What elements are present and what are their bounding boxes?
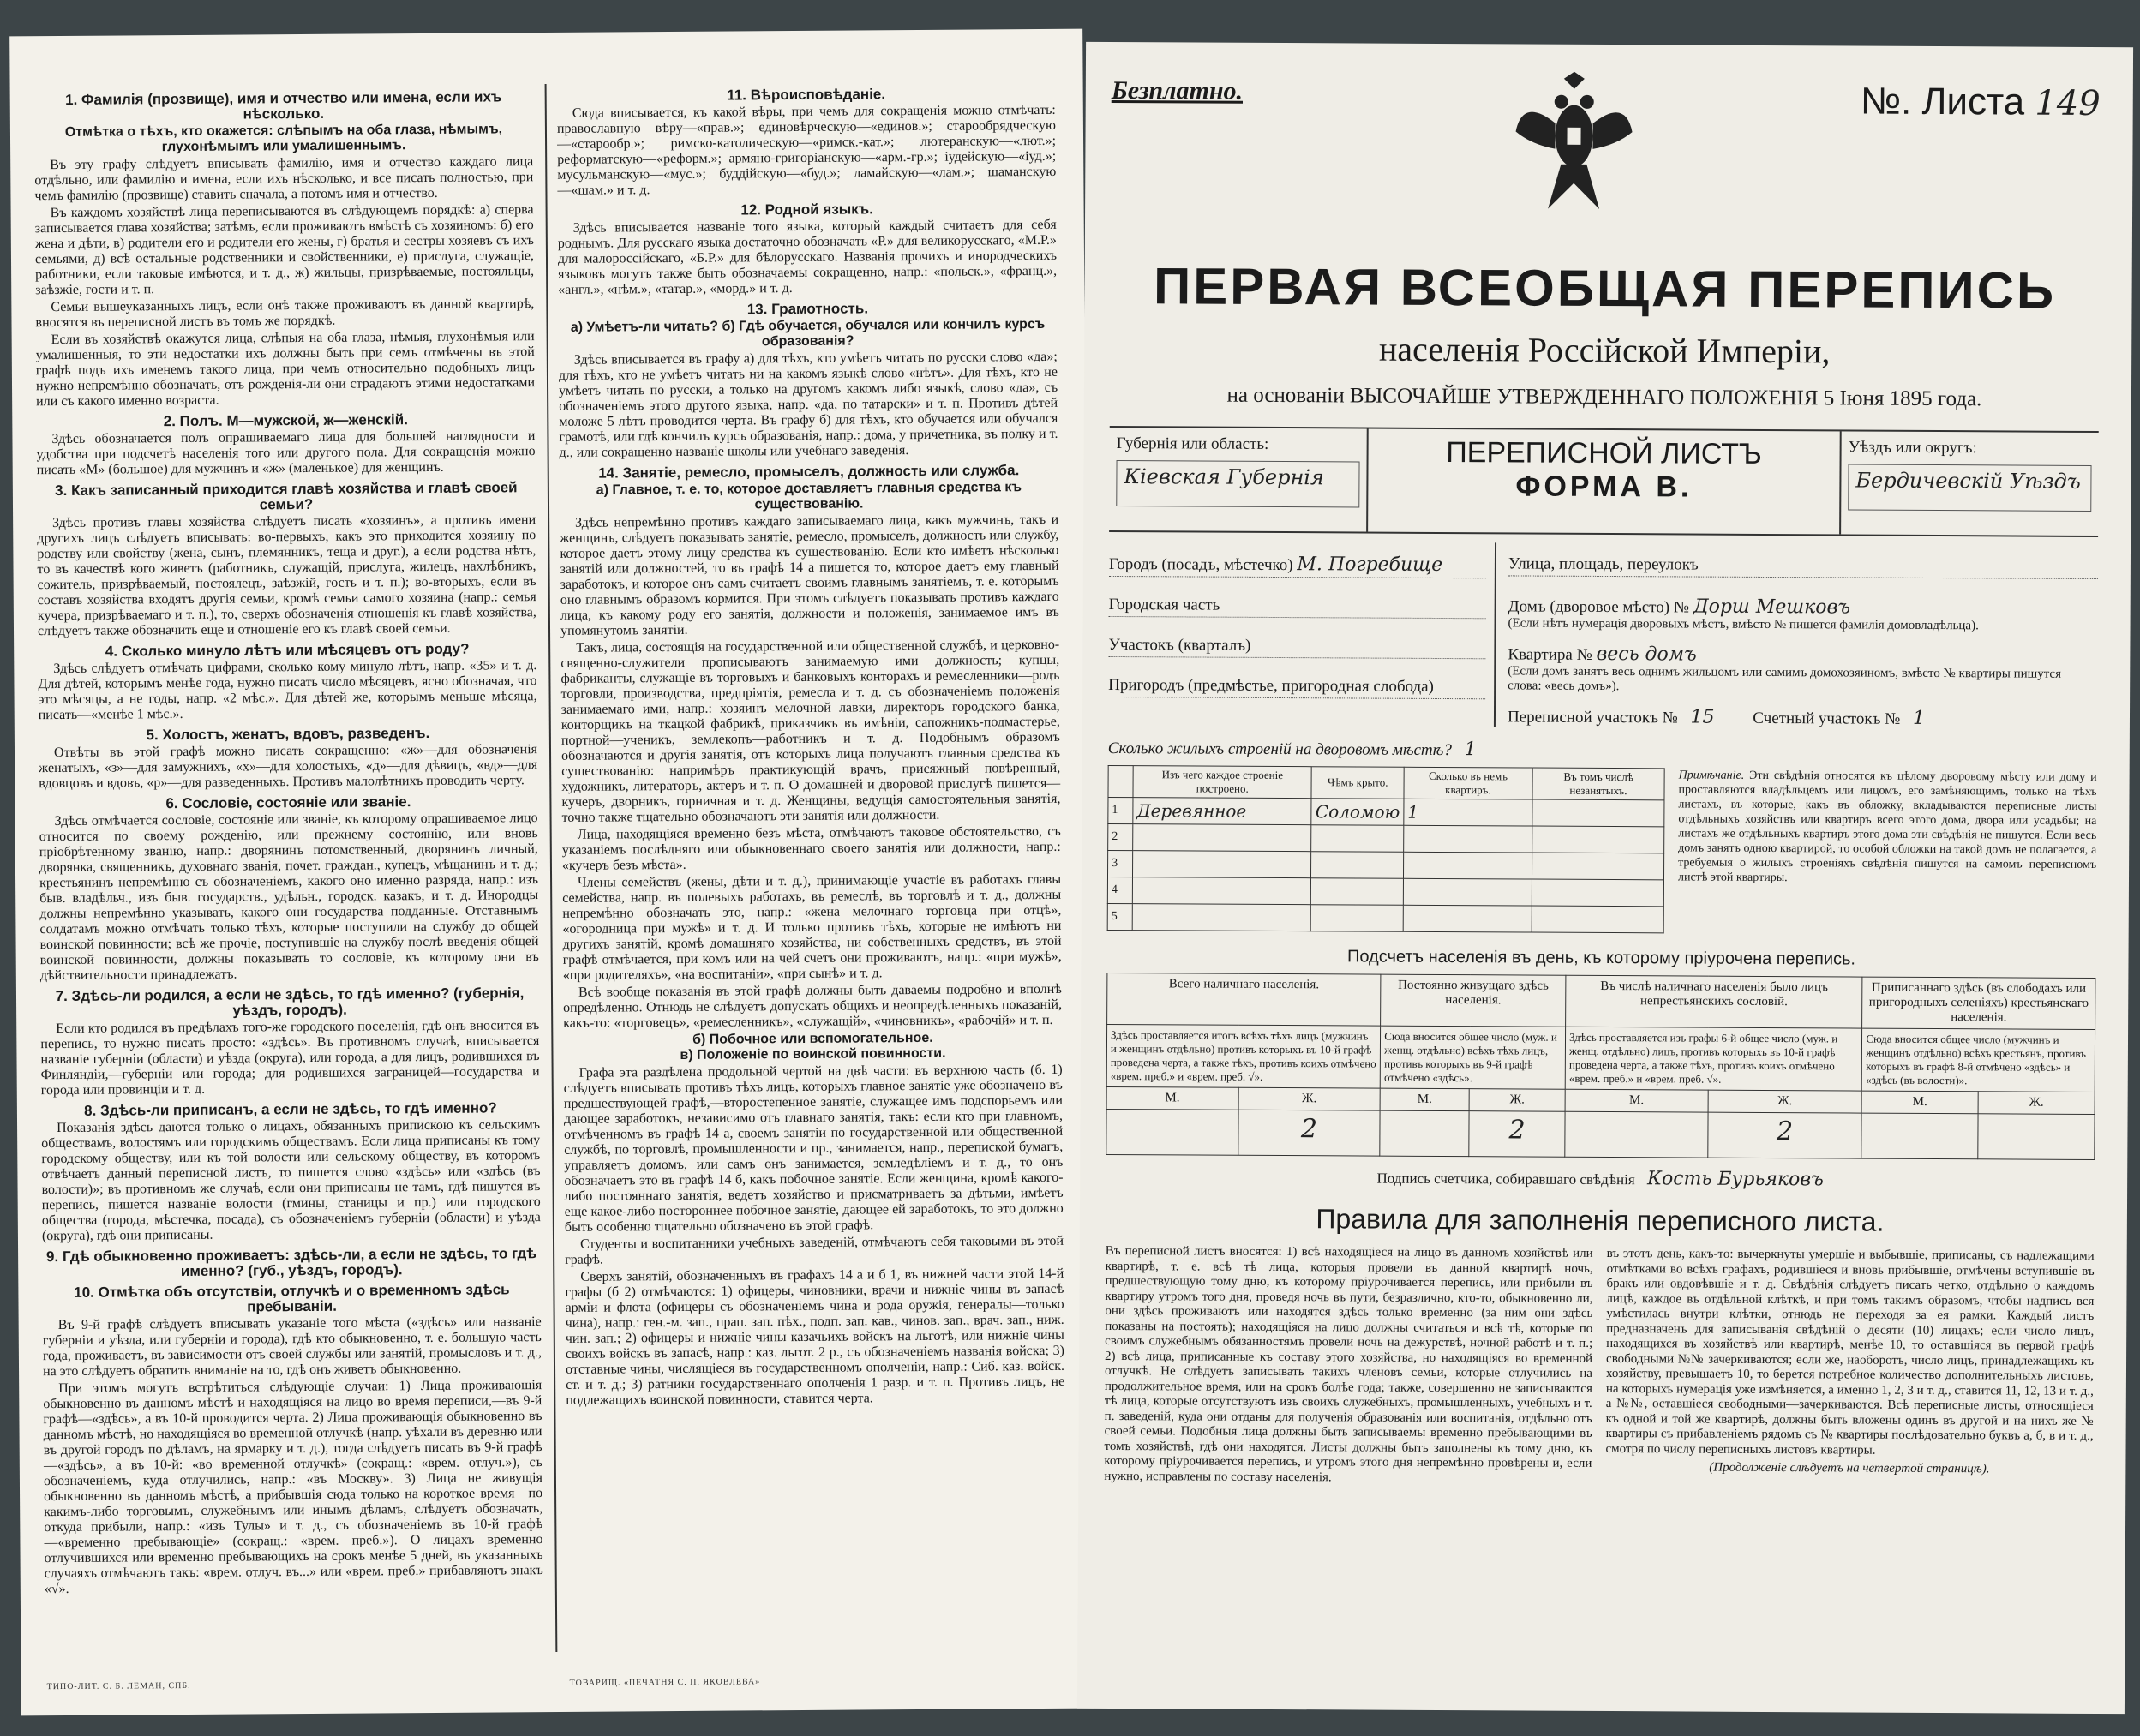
uchastok-line: Участокъ (кварталъ) <box>1108 636 1485 659</box>
instruction-paragraph: Лица, находящіяся временно безъ мѣста, отмѣчаютъ таковое обстоятельство, съ указаніемъ послѣдняго или обыкновеннаго своего занятія или должности, напр.: «кучеръ безъ мѣста». <box>561 823 1061 873</box>
instruction-paragraph: Студенты и воспитанники учебныхъ заведеній, отмѣчаютъ себя таковыми въ этой графѣ. <box>565 1233 1064 1267</box>
uezd-value: Бердичевскій Уѣздъ <box>1848 464 2091 511</box>
instruction-heading: б) Побочное или вспомогательное. <box>692 1030 933 1047</box>
apt-label: Квартира № <box>1508 645 1592 664</box>
printer-imprint-left: ТИПО-ЛИТ. С. Б. ЛЕМАН, СПБ. <box>46 1680 191 1692</box>
imperial-eagle-emblem <box>1514 71 1634 218</box>
building-cell-mat <box>1132 851 1311 878</box>
building-row <box>1107 903 1663 932</box>
pop-col-resident: Постоянно живущаго здѣсь населенія. <box>1381 974 1566 1027</box>
instruction-heading: 14. Занятіе, ремесло, промыселъ, должность или служба. <box>598 462 1020 482</box>
instruction-paragraph: Здѣсь вписывается названіе того языка, который каждый считаетъ для себя роднымъ. Для русскаго языка достаточно обозначать «Р.» для великорусскаго, «М.Р.» для малороссійскаго, «Б.Р.» для бѣлорусскаго. Названія прочихъ и инородческихъ языковъ могутъ также быть обозначаемы сокращенно, напр.: «польск.», «франц.», «англ.», «нѣм.», «татар.», «морд.» и т. д. <box>557 217 1058 297</box>
rules-column-right <box>1605 1247 2094 1489</box>
count-area-label: Счетный участокъ № <box>1753 709 1901 728</box>
instruction-heading: 5. Холостъ, женатъ, вдовъ, разведенъ. <box>146 724 430 744</box>
house-value: Дорш Мешковъ <box>1693 596 1851 619</box>
pop-desc-resident: Сюда вносится общее число (муж. и женщ. отдѣльно) всѣхъ тѣхъ лицъ, противъ которыхъ въ 9-й графѣ отмѣчено «здѣсь». <box>1380 1026 1565 1089</box>
street-line: Улица, площадь, переулокъ <box>1508 554 2098 579</box>
building-cell-n: 2 <box>1108 823 1133 850</box>
instruction-paragraph: Если въ хозяйствѣ окажутся лица, слѣпыя на оба глаза, нѣмыя, глухонѣмыя или умалишенныя, то эти недостатки ихъ должны быть при семъ отмѣчены въ этой графѣ подъ ихъ именемъ такого лица, при чемъ относительно подобныхъ лицъ нужно непремѣнно обозначать, отъ рожденія-ли они страдаютъ этими недостатками или съ какого именно возраста. <box>35 329 536 410</box>
uezd-label: Уѣздъ или округъ: <box>1848 438 1977 458</box>
instruction-heading: 11. Вѣроисповѣданіе. <box>727 86 886 104</box>
instruction-paragraph: Въ 9-й графѣ слѣдуетъ вписывать указаніе того мѣста («здѣсь» или названіе губерніи и уѣзда, или губерніи и города), гдѣ кто обыкновенно, т. е. большую часть года, проживаетъ, въ зависимости отъ своей службы или занятій, промысловъ и т. д., на это слѣдуетъ обратить вниманіе на то, гдѣ онъ живетъ обыкновенно. <box>42 1314 542 1380</box>
instruction-paragraph: Члены семействъ (жены, дѣти и т. д.), принимающіе участіе въ работахъ главы семейства, напр. въ полевыхъ работахъ, въ ремеслѣ, въ торговлѣ и т. д., должны непремѣнно обозначать это, напр.: «жена мелочнаго торговца при отцѣ», «огородница при мужѣ» и т. д. И только противъ тѣхъ, которые не имѣютъ ни другихъ занятій, кромѣ домашняго хозяйства, ни собственныхъ средствъ, въ этой графѣ отмѣчается, при комъ или на чей счетъ они проживаютъ, напр.: «при мужѣ», «при родителяхъ», «на воспитаніи», «при сынѣ» и т. д. <box>562 871 1062 983</box>
building-row <box>1108 797 1664 826</box>
building-cell-roof <box>1311 878 1404 906</box>
building-cell-apt <box>1403 825 1532 853</box>
instruction-heading: 3. Какъ записанный приходится главѣ хозяйства и главѣ своей семьи? <box>55 479 518 513</box>
instruction-paragraph: Графа эта раздѣлена продольной чертой на двѣ части: въ верхнюю часть (б. 1) слѣдуетъ вписывать противъ тѣхъ лицъ, которыхъ главное занятіе уже обозначено въ предшествующей графѣ,—второстепенное занятіе, служащее имъ подспорьемъ или дающее заработокъ, независимо отъ главнаго занятія, такъ: если кто при главномъ, отмѣченномъ въ графѣ 14 а, своемъ занятіи по государственной или общественной службѣ, по торговлѣ, промышленности и пр., занимается, напр., перепиской бумагъ, управляетъ домомъ, или самъ онъ занимается, земледѣліемъ и т. д., то онъ обозначаетъ это въ графѣ 14 б, какъ побочное занятіе. Если женщина, кромѣ какого-либо постояннаго занятія, ведетъ хозяйство и присматриваетъ за дѣтьми, имѣетъ еще какое-либо постороннее побочное занятіе, дающее ей заработокъ, то это должно быть особенно тщательно обозначено въ этой графѣ. <box>563 1062 1064 1235</box>
building-cell-empty <box>1532 826 1664 853</box>
prigorod-line: Пригородъ (предмѣстье, пригородная слобода) <box>1108 676 1485 699</box>
census-title: ПЕРВАЯ ВСЕОБЩАЯ ПЕРЕПИСЬ <box>1153 257 2057 320</box>
female-label: Ж. <box>1978 1092 2095 1115</box>
form-letter: ФОРМА В. <box>1515 470 1693 504</box>
buildings-question-label: Сколько жилыхъ строеній на дворовомъ мѣстѣ? <box>1107 739 1452 760</box>
note-text: Эти свѣдѣнія относятся къ цѣлому дворовому мѣсту или дому и проставляются владѣльцемъ или лицомъ, его замѣняющимъ, только на тѣхъ листахъ, въ которые, какъ въ обложку, вкладываются переписные листы отдѣльныхъ хозяйствъ или квартиръ всего этого дома, двора или усадьбы; на листахъ же отдѣльныхъ квартиръ этого дома эти свѣдѣнія не пишутся. Если весь домъ занятъ одною квартирой, то особой обложки на такой домъ не полагается, а требуемыя о жилыхъ строеніяхъ свѣдѣнія пишутся на самомъ переписномъ листѣ этой квартиры. <box>1677 769 2097 885</box>
pop-col-peasant: Приписаннаго здѣсь (въ слободахъ или пригородныхъ селеніяхъ) крестьянскаго населенія. <box>1862 977 2095 1029</box>
instruction-paragraph: При этомъ могутъ встрѣтиться слѣдующіе случаи: 1) Лица проживающія обыкновенно въ данномъ мѣстѣ и находящіяся на лицо во время переписи,—въ 9-й графѣ—«здѣсь», а въ 10-й проводится черта. 2) Лица проживающія обыкновенно въ данномъ мѣстѣ, но находящіяся во временной отлучкѣ (напр. уѣхали въ деревню или въ другой городъ по дѣламъ, на ярмарку и т. д.), тогда слѣдуетъ писать въ 9-й графѣ—«здѣсь», а въ 10-й: «во временной отлучкѣ» (сокращ.: «врем. отлуч.»), съ обозначеніемъ, куда отлучились, напр.: «въ Москву». 3) Лица не живущія обыкновенно въ данномъ мѣстѣ, а прибывшія сюда только на короткое время—по какимъ-либо торговымъ, служебнымъ или инымъ дѣламъ, слѣдуетъ обозначать, откуда прибыли, напр.: «изъ Тулы» и т. д., съ обозначеніемъ въ 10-й графѣ—«временно пребывающіе» (сокращ.: «врем. преб.»). О лицахъ временно отлучившихся или временно пребывающихъ на срокъ менѣе 5 дней, въ указанныхъ случаяхъ отмѣчаютъ такъ: «врем. отлуч. въ...» или «врем. преб.» прибавляютъ знакъ «√». <box>43 1378 543 1597</box>
female-label: Ж. <box>1469 1089 1565 1112</box>
address-right <box>1496 542 2098 730</box>
address-left <box>1108 541 1496 727</box>
bld-col-empty: Въ томъ числѣ незанятыхъ. <box>1532 768 1664 800</box>
pop-col-total: Всего наличнаго населенія. <box>1107 973 1382 1026</box>
building-cell-mat <box>1132 904 1311 931</box>
pop-desc-row <box>1106 1024 2095 1092</box>
rules-right-text: въ этотъ день, какъ-то: вычеркнуты умершіе и выбывшіе, приписаны, съ надлежащими отмѣтками во всѣхъ графахъ, родившіеся и вновь прибывшіе, отмѣчены вступившіе въ бракъ или овдовѣвшіе и т. д. Свѣдѣнія слѣдуетъ писать четко, отдѣльно о каждомъ лицѣ, каждое въ отдѣльной клѣткѣ, и при томъ такимъ образомъ, чтобы надпись вся умѣстилась внутри клѣтки, отнюдь не переходя за ея рамки. Каждый листъ предназначенъ для записыванія свѣдѣній о десяти (10) лицахъ; если число лицъ, находящихся въ хозяйствѣ или квартирѣ, менѣе 10, то оставшіяся въ первой графѣ свободными №№ зачеркиваются; если же, наоборотъ, число лицъ, принадлежащихъ къ хозяйству, превышаетъ 10, то берется потребное количество дополнительныхъ листовъ, на которыхъ нумерація уже измѣняется, а именно 1, 2, 3 и т. д., ставится 11, 12, 13 и т. д., а №№, оставшіеся свободными—зачеркиваются. Всѣ переписные листы, относящіеся къ одной и той же квартирѣ, должны быть вложены одинъ въ другой и на нихъ же № квартиры съ прибавленіемъ рядомъ съ № квартиры послѣдовательно буквъ а, б, в и т. д., смотря по числу переписныхъ листовъ квартиры. <box>1605 1247 2095 1458</box>
instruction-paragraph: Всѣ вообще показанія въ этой графѣ должны быть даваемы подробно и вполнѣ опредѣленно. Отнюдь не слѣдуетъ допускать общихъ и неопредѣленныхъ показаній, какъ-то: «торговецъ», «ремесленникъ», «служащій», «чиновникъ», «рабочій» и т. п. <box>563 981 1063 1031</box>
instruction-paragraph: Семьи вышеуказанныхъ лицъ, если онѣ также проживаютъ въ данной квартирѣ, вносятся въ переписной листъ въ томъ же порядкѣ. <box>35 296 535 331</box>
sheet-number-label: №. Листа <box>1860 80 2025 123</box>
buildings-question-value: 1 <box>1464 739 1477 761</box>
rules-column-left: Въ переписной листъ вносятся: 1) всѣ находящіеся на лицо въ данномъ хозяйствѣ или квартирѣ, т. е. всѣ тѣ лица, которыя провели въ данной квартирѣ ночь, предшествующую тому дню, къ которому пріурочивается перепись, или прибыли въ квартиру утромъ того дня, проведя ночь въ пути, безразлично, кто-то, обыкновенно ли, они здѣсь проживаютъ или находятся здѣсь только временно (за ним они здѣсь показаны на постоять); находящіяся на лицо должны считаться и всѣ тѣ, которые по своимъ служебнымъ обязанностямъ провели ночь на дежурствѣ, ночной работѣ и т. п.; 2) всѣ лица, приписанные къ составу этого хозяйства, но находящіяся во временной отлучкѣ. Не слѣдуетъ записывать такихъ членовъ семьи, которые отлучились на продолжительное время, или на срокъ болѣе года; также, совершенно не записываются тѣ лица, которые отсутствуютъ изъ своихъ служебныхъ, промышленныхъ, учебныхъ и т. п. заведеній, куда они отданы для полученія образованія или воспитанія, отдѣльно отъ своей семьи. Подобныя лица должны быть записываемы временно пребывающими въ томъ хозяйствѣ, гдѣ они находятся. Листы должны быть заполнены къ тому дню, къ которому пріурочивается перепись, и утромъ этого дня непремѣнно провѣрены и, если нужно, исправлены по составу населенія. <box>1104 1243 1593 1484</box>
signature-value: Кость Бурьяковъ <box>1646 1168 1824 1191</box>
instructions-column-1 <box>34 84 544 1655</box>
instruction-paragraph: Здѣсь вписывается въ графу а) для тѣхъ, кто умѣетъ читать по русски слово «да»; для тѣхъ, кто не умѣетъ читать ни на какомъ языкѣ слово «нѣтъ». Для тѣхъ, кто не умѣетъ читать по русски, а только на другомъ какомъ либо языкѣ, слово «да», съ обозначеніемъ этого другого языка, напр. «да, по татарски» и т. п. Противъ дѣтей моложе 5 лѣтъ проводится черта. Въ графу б) для тѣхъ, кто обучается или обучался грамотѣ, или гдѣ кончилъ курсъ образованія, напр.: дома, у причетника, въ полку и т. д., или сокращенно названіе школы или учебнаго заведенія. <box>558 349 1058 460</box>
census-subtitle: населенія Россійской Имперіи, <box>1378 329 1831 371</box>
building-cell-apt <box>1403 878 1532 906</box>
sheet-number-handwritten: 149 <box>2035 83 2101 124</box>
census-area-label: Переписной участокъ № <box>1507 708 1678 727</box>
apt-line <box>1508 643 2097 667</box>
instruction-paragraph: Отвѣты въ этой графѣ можно писать сокращенно: «ж»—для обозначенія женатыхъ, «з»—для замужнихъ, «х»—для холостыхъ, «д»—для дѣвицъ, «вд»—для вдовцовъ и вдовъ, «р»—для разведенныхъ. Противъ малолѣтнихъ проводить черту. <box>39 742 538 792</box>
population-count <box>1106 1109 1238 1155</box>
female-label: Ж. <box>1708 1090 1862 1113</box>
instruction-heading: 6. Сословіе, состояніе или званіе. <box>165 793 411 812</box>
building-row <box>1108 823 1664 853</box>
gubernia-cell <box>1109 428 1367 532</box>
building-row <box>1107 850 1663 879</box>
male-label: М. <box>1861 1091 1978 1114</box>
instruction-paragraph: Въ эту графу слѣдуетъ вписывать фамилію, имя и отчество каждаго лица отдѣльно, или фамилію и имена, если ихъ нѣсколько, и все писать полностью, при чемъ фамилію (прозвище) ставить сначала, а потомъ имя и отчество. <box>34 154 534 204</box>
instruction-heading: 13. Грамотность. <box>746 300 869 318</box>
population-count: 2 <box>1469 1111 1565 1158</box>
signature-line <box>1106 1165 2095 1192</box>
instruction-paragraph: Здѣсь обозначается полъ опрашиваемаго лица для большей наглядности и удобства при подсчетѣ населенія того или другого пола. Для сокращенія можно писать «М» (большое) для мужчинъ и «ж» (маленькое) для женщинъ. <box>36 428 536 478</box>
sheet-number <box>1861 81 2101 124</box>
buildings-table-body <box>1107 797 1664 932</box>
building-cell-empty <box>1532 853 1663 880</box>
instruction-heading: 12. Родной языкъ. <box>740 201 873 218</box>
instruction-paragraph: Показанія здѣсь даются только о лицахъ, обязанныхъ припискою къ сельскимъ обществамъ, волостямъ или городскимъ обществамъ. Если лица приписаны къ тому городскому обществу, или къ той волости или сельскому обществу, въ которомъ отвѣчаетъ данный переписной листъ, то пишется слово «здѣсь» или «здѣсь (въ волости)»; въ противномъ же случаѣ, если они приписаны не тамъ, гдѣ пишутся въ перепись, пишется названіе волости (гмины, станицы и пр.) или городского общества (города, мѣстечка, посада), съ обозначеніемъ губерніи (области) и уѣзда (округа), гдѣ они приписаны. <box>41 1117 541 1244</box>
population-count <box>1861 1113 1978 1159</box>
instruction-heading: 8. Здѣсь-ли приписанъ, а если не здѣсь, то гдѣ именно? <box>84 1099 497 1119</box>
male-label: М. <box>1106 1086 1238 1110</box>
pop-desc-peasant: Сюда вносится общее число (мужчинъ и женщинъ отдѣльно) всѣхъ крестьянъ, противъ которыхъ въ графѣ 8-й отмѣчено «здѣсь» и «здѣсь (въ волости)». <box>1862 1028 2095 1092</box>
city-label: Городъ (посадъ, мѣстечко) <box>1108 554 1293 575</box>
building-cell-empty <box>1532 879 1663 907</box>
region-row <box>1109 426 2099 537</box>
building-cell-roof <box>1311 905 1404 932</box>
male-label: М. <box>1565 1089 1708 1112</box>
rules-body <box>1104 1244 2094 1489</box>
instruction-paragraph: Здѣсь отмѣчается сословіе, состояніе или званіе, къ которому опрашиваемое лицо относится по своему рожденію, или прежнему состоянію, или вновь пріобрѣтенному званію, напр.: дворянинъ потомственный, дворянинъ личный, дворянка, священникъ, духовнаго званія, почет. граждан., купецъ, мѣщанинъ и т. д.; крестьянинъ непремѣнно съ обозначеніемъ, какого оно именно разряда, напр.: изъ быв. владѣльч., изъ быв. государств., удѣльн., городск. казакъ, и т. д. Инородцы должны непремѣнно указывать, какого они государства подданные. Отставнымъ солдатамъ можно отмѣчать только тѣхъ, которые поступили на службу до общей воинской повинности; всѣ же прочіе, поступившіе на службу послѣ введенія общей воинской повинности, должны показывать то сословіе, къ которому они въ дѣйствительности принадлежатъ. <box>39 811 539 984</box>
pop-desc-non-peasant: Здѣсь проставляется изъ графы 6-й общее число (муж. и женщ. отдѣльно) лицъ, противъ которыхъ въ 10-й графѣ проведена черта, а также тѣхъ, противъ коихъ отмѣчено «врем. преб.» и «врем. преб. √». <box>1565 1027 1862 1091</box>
buildings-note <box>1678 768 2097 936</box>
house-label: Домъ (дворовое мѣсто) № <box>1508 597 1690 617</box>
form-title: ПЕРЕПИСНОЙ ЛИСТЪ <box>1446 436 1763 470</box>
building-cell-roof <box>1311 852 1404 879</box>
census-area-line <box>1508 705 2097 730</box>
instruction-heading: 1. Фамилія (прозвище), имя и отчество или имена, если ихъ нѣсколько. <box>65 88 502 123</box>
city-line <box>1109 553 1486 578</box>
pop-desc-total: Здѣсь проставляется итогъ всѣхъ тѣхъ лицъ (мужчинъ и женщинъ отдѣльно) противъ которыхъ въ 10-й графѣ проведена черта, а также тѣхъ, противъ коихъ отмѣчено «врем. преб.» и «врем. преб. √». <box>1106 1024 1381 1088</box>
bld-col-roof: Чѣмъ крыто. <box>1311 767 1404 799</box>
free-label: Безплатно. <box>1111 75 1244 105</box>
rules-continued: (Продолженіе слѣдуетъ на четвертой страницѣ). <box>1709 1460 1990 1476</box>
population-count <box>1565 1111 1708 1158</box>
building-cell-mat <box>1133 824 1312 852</box>
instruction-heading: 10. Отмѣтка объ отсутствіи, отлучкѣ и о временномъ здѣсь пребываніи. <box>74 1281 510 1315</box>
pop-values-row <box>1106 1109 2095 1159</box>
count-area-value: 1 <box>1913 707 1926 729</box>
instruction-paragraph: Сверхъ занятій, обозначенныхъ въ графахъ 14 а и б 1, въ нижней части этой 14-й графы (б 2) отмѣчаются: 1) офицеры, чиновники, врачи и нижніе чины въ запасѣ арміи и флота (офицеры съ обозначеніемъ чина и рода оружія, генералы—только чина), напр.: ген.-м. зап., прап. зап. пѣх., подп. зап. кав., чинов. зап., врач. зап., ниж. чин. зап.; 2) офицеры и нижніе чины казачьихъ войскъ на льготѣ, или нижніе чины своихъ войскъ въ запасѣ, напр.: каз. льгот. 2 р., съ обозначеніемъ названія войска; 3) отставные чины, числящіеся въ государственномъ ополченіи, напр.: Сиб. каз. войск. ст. и т. д.; 3) ратники государственнаго ополченія 1 разр. и т. п. Противъ лицъ, не подлежащихъ воинской повинности, ставится черта. <box>565 1266 1065 1408</box>
signature-label: Подпись счетчика, собиравшаго свѣдѣнія <box>1376 1170 1635 1188</box>
form-name-cell <box>1366 429 1842 535</box>
city-value: М. Погребище <box>1297 554 1443 577</box>
pop-col-non-peasant: Въ числѣ наличнаго населенія было лицъ непрестьянскихъ сословій. <box>1566 975 1863 1028</box>
instruction-paragraph: Сюда вписывается, къ какой вѣры, при чемъ для сокращенія можно отмѣчать: православную вѣру—«прав.»; единовѣрческую—«единов.»; старообрядческую—«старообр.»; римско-католическую—«римск.-кат.»; лютеранскую—«лют.»; реформатскую—«реформ.»; армяно-григоріанскую—«арм.-гр.»; іудейскую—«іуд.»; мусульманскую—«мус.»; буддійскую—«буд.»; ламайскую—«лам.»; шаманскую—«шам.» и т. д. <box>556 102 1057 198</box>
census-area-value: 15 <box>1690 706 1715 728</box>
instruction-heading: а) Умѣетъ-ли читать? б) Гдѣ обучается, обучался или кончилъ курсъ образованія? <box>570 316 1046 350</box>
building-cell-mat: Деревянное <box>1133 798 1312 825</box>
city-part-line: Городская часть <box>1109 596 1486 619</box>
gubernia-value: Кіевская Губернія <box>1116 460 1359 507</box>
building-cell-apt <box>1403 905 1532 932</box>
population-count: 2 <box>1708 1112 1862 1158</box>
instruction-paragraph: Здѣсь непремѣнно противъ каждаго записываемаго лица, какъ мужчинъ, такъ и женщинъ, слѣдуетъ показывать занятіе, ремесло, промыселъ, должность или службу, которое даетъ этому лицу средства къ существованію. Если кто имѣетъ нѣсколько занятій или должностей, то въ графѣ 14 а пишется то, которое даетъ ему главный заработокъ, и которое онъ самъ считаетъ своимъ главнымъ занятіемъ, т. е. которымъ оно главнымъ образомъ кормится. При этомъ слѣдуетъ показывать противъ каждаго лица, къ какому роду его занятія, должности и положенія, занимаемое имъ въ упомянутомъ занятіи. <box>560 512 1059 638</box>
instruction-heading: 4. Сколько минуло лѣтъ или мѣсяцевъ отъ роду? <box>105 640 470 660</box>
buildings-table <box>1107 765 1665 933</box>
female-label: Ж. <box>1238 1087 1381 1110</box>
printer-imprint-right: ТОВАРИЩ. «ПЕЧАТНЯ С. П. ЯКОВЛЕВА» <box>569 1677 761 1688</box>
building-row <box>1107 877 1663 906</box>
building-cell-roof <box>1311 825 1404 853</box>
building-cell-apt: 1 <box>1404 799 1532 826</box>
instruction-paragraph: Такъ, лица, состоящія на государственной или общественной службѣ, и церковно-священно-служители прописываютъ занимаемую ими должность; купцы, фабриканты, служащіе въ торговыхъ и банковыхъ конторахъ и ремесленники—родъ торговли, производства, предпріятія, ремесла и т. д. съ обозначеніемъ положенія занимаемаго ими, напр.: хозяинъ мелочной лавки, директоръ городского банка, конторщикъ на ткацкой фабрикѣ, приказчикъ въ имѣніи, сапожникъ-подмастерье, портной—ученикъ, землекопъ—работникъ и т. д. Подобнымъ образомъ обозначаются и другія занятія, отъ которыхъ лица получаютъ главныя средства къ существованію: напримѣръ практикующій врачъ, присяжный повѣренный, художникъ, литераторъ, актеръ и т. п. О домашней и дворовой прислугѣ пишется—кучеръ, дворникъ, горничная и т. д. Женщины, ведущія самостоятельныя занятія, точно также тщательно обозначаютъ эти занятія или должности. <box>560 637 1061 825</box>
rules-title: Правила для заполненія переписного листа. <box>1316 1203 1885 1237</box>
apt-value: весь домъ <box>1596 643 1697 666</box>
building-cell-apt <box>1403 852 1532 879</box>
building-cell-n: 4 <box>1107 877 1132 903</box>
male-label: М. <box>1380 1088 1469 1111</box>
building-cell-n: 5 <box>1107 903 1132 930</box>
address-block <box>1108 541 2098 730</box>
building-cell-roof: Соломою <box>1311 799 1404 826</box>
building-cell-mat <box>1132 877 1311 905</box>
gubernia-label: Губернія или область: <box>1116 434 1269 453</box>
uezd-cell <box>1841 431 2099 536</box>
building-cell-empty <box>1532 906 1663 933</box>
bld-col-apts: Сколько въ немъ квартиръ. <box>1404 767 1532 799</box>
building-cell-empty <box>1532 799 1664 827</box>
instruction-paragraph: Въ каждомъ хозяйствѣ лица переписываются въ слѣдующемъ порядкѣ: а) сперва записывается глава хозяйства; затѣмъ, если проживаютъ вмѣстѣ съ хозяиномъ: б) его жена и дѣти, в) родители его и родители его жены, г) братья и сестры хозяевъ съ ихъ семьями, д) всѣ остальные родственники и свойственники, е) прислуга, служащіе, работники, если таковые имѣются, и т. д., ж) жильцы, призрѣваемые, постояльцы, заѣзжіе, гости и т. п. <box>34 202 535 298</box>
instruction-heading: 9. Гдѣ обыкновенно проживаетъ: здѣсь-ли, а если не здѣсь, то гдѣ именно? (губ., уѣздъ, городъ). <box>45 1245 537 1280</box>
instruction-paragraph: Здѣсь противъ главы хозяйства слѣдуетъ писать «хозяинъ», а противъ имени другихъ лицъ слѣдуетъ вписывать: во-первыхъ, какъ это приходится хозяину по родству или свойству (жена, сынъ, племянникъ, теща и друг.), а если родства нѣтъ, то въ качествѣ кого живетъ (работникъ, служащій, прислуга, жилецъ, нахлѣбникъ, сожитель, призрѣваемый, постоялецъ, заѣзжій, гость и т. п.); во-вторыхъ, если въ составъ хозяйства входятъ другія семьи, кромѣ семьи самого хозяина (напр.: семья кучера, призрѣваемаго и т. п.), то, сверхъ обозначенія отношенія къ главѣ хозяйства, слѣдуетъ также обозначить еще и отношеніе его къ главѣ своей семьи. <box>37 512 536 639</box>
instruction-heading: в) Положеніе по воинской повинности. <box>680 1045 946 1063</box>
population-count <box>1380 1110 1469 1157</box>
buildings-section <box>1107 765 2097 936</box>
instruction-heading: 2. Полъ. М—мужской, ж—женскій. <box>163 411 408 430</box>
house-line <box>1508 595 2098 620</box>
instruction-heading: Отмѣтка о тѣхъ, кто окажется: слѣпымъ на оба глаза, нѣмымъ, глухонѣмымъ или умалишеннымъ. <box>64 122 503 155</box>
population-count: 2 <box>1238 1110 1381 1156</box>
instructions-column-2 <box>545 81 1067 1652</box>
population-table <box>1106 973 2095 1160</box>
note-title: Примѣчаніе. <box>1678 769 1745 782</box>
population-title: Подсчетъ населенія въ день, къ которому пріурочена перепись. <box>1346 947 1856 969</box>
building-cell-n: 1 <box>1108 797 1133 823</box>
pop-header-row <box>1107 973 2095 1029</box>
bld-col-material: Изъ чего каждое строеніе построено. <box>1133 766 1312 799</box>
instructions-page <box>9 29 1094 1716</box>
buildings-header-row <box>1108 765 1664 799</box>
population-count <box>1978 1114 2095 1160</box>
instruction-paragraph: Здѣсь слѣдуетъ отмѣчать цифрами, сколько кому минуло лѣтъ, напр. «35» и т. д. Для дѣтей, которымъ менѣе года, нужно писать число мѣсяцевъ, ясно обозначая, что это мѣсяцы, а не годы, напр. «2 мѣс.». Для дѣтей же, которымъ меньше мѣсяца, писать—«менѣе 1 мѣс.». <box>38 658 537 723</box>
census-decree: на основаніи ВЫСОЧАЙШЕ УТВЕРЖДЕННАГО ПОЛОЖЕНІЯ 5 Іюня 1895 года. <box>1226 383 1982 411</box>
buildings-question <box>1108 737 2097 763</box>
instruction-heading: а) Главное, т. е. то, которое доставляетъ главныя средства къ существованію. <box>596 480 1022 512</box>
instruction-paragraph: Если кто родился въ предѣлахъ того-же городского поселенія, гдѣ онъ вносится въ перепись, то нужно писать просто: «здѣсь». Въ противномъ случаѣ, вписывается названіе губерніи (области) и уѣзда (округа), или города, а для лицъ, родившихся въ Финляндіи,—губерніи или города; для родившихся заграницей—государства и города или провинціи и т. д. <box>40 1018 540 1098</box>
instruction-heading: 7. Здѣсь-ли родился, а если не здѣсь, то гдѣ именно? (губернія, уѣздъ, городъ). <box>55 985 525 1019</box>
census-form-page <box>1077 42 2133 1714</box>
building-cell-n: 3 <box>1107 850 1132 877</box>
apt-note: (Если домъ занятъ весь однимъ жильцомъ или самимъ домохозяиномъ, вмѣсто № квартиры пишутся слова: «весь домъ»). <box>1508 664 2062 694</box>
house-note: (Если нѣтъ нумерація дворовыхъ мѣстъ, вмѣсто № пишется фамилія домовладѣльца). <box>1508 616 1979 633</box>
